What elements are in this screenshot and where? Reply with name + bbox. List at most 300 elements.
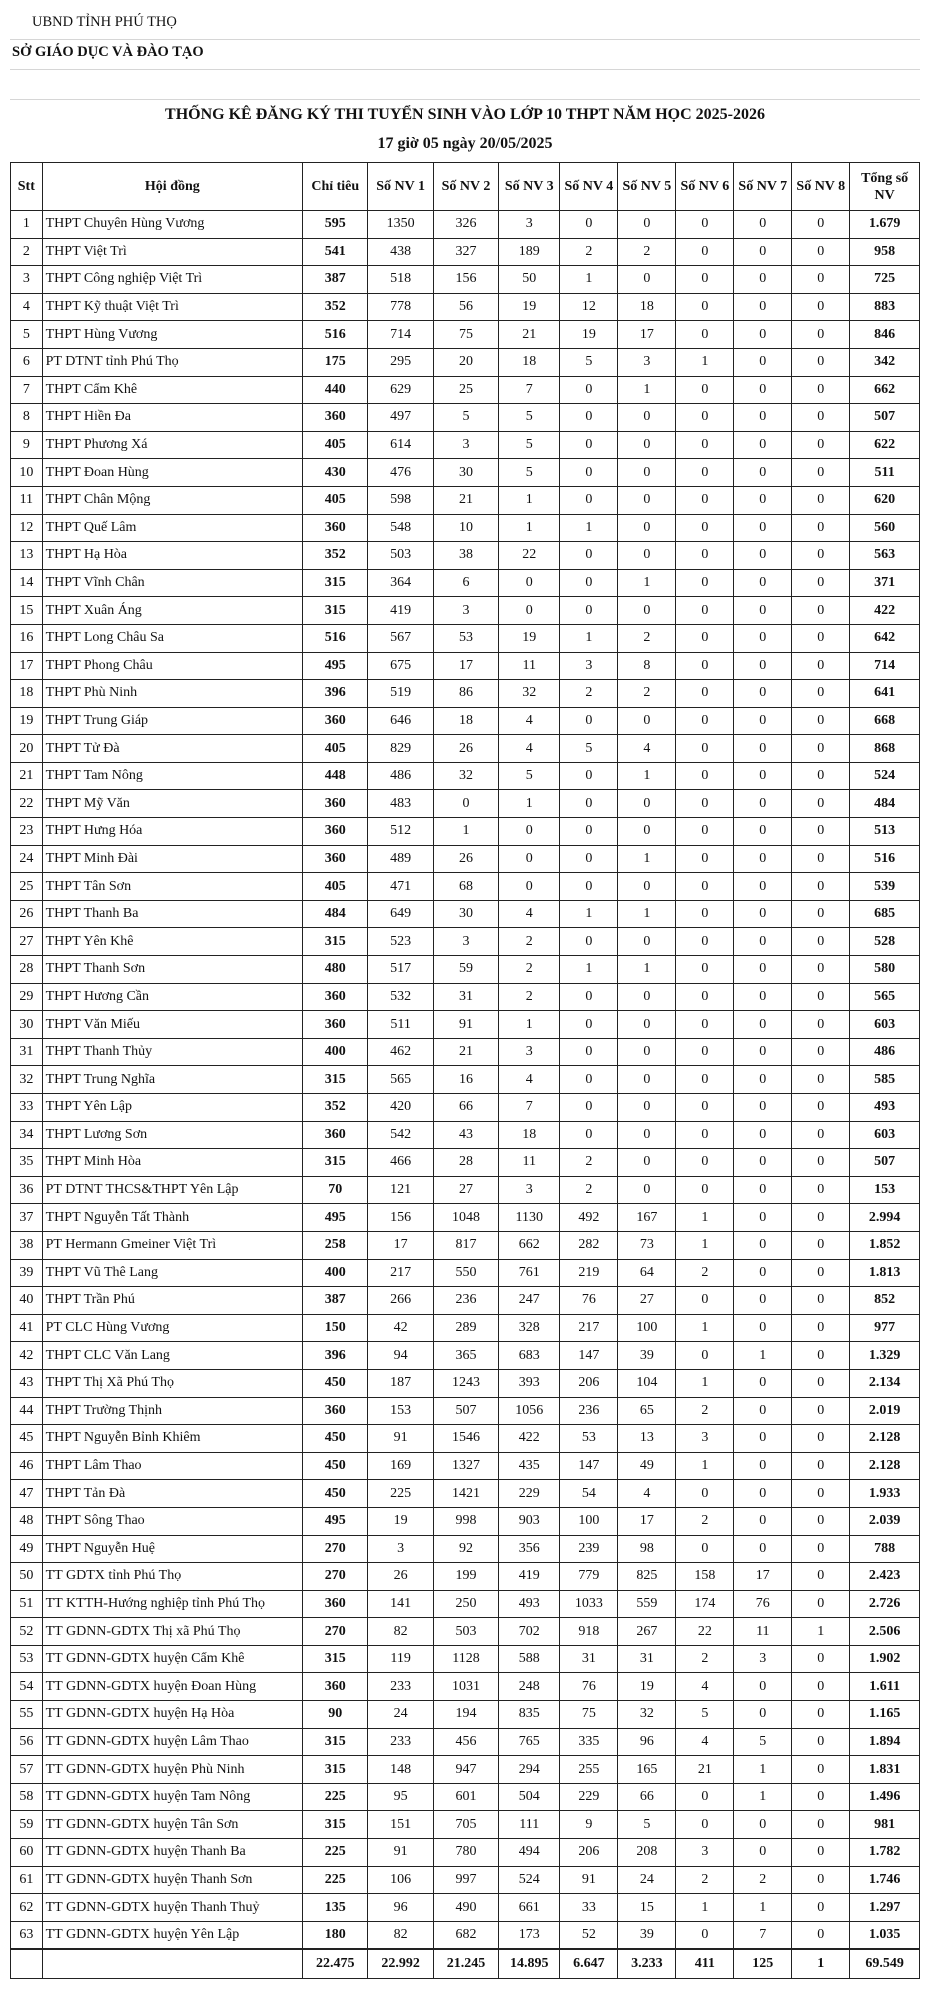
value-cell: 0 [676, 873, 734, 901]
row-number-cell: 12 [11, 514, 43, 542]
value-cell: 0 [618, 818, 676, 846]
value-cell: 490 [433, 1894, 498, 1922]
total-cell [42, 1949, 302, 1979]
value-cell: 233 [368, 1728, 433, 1756]
value-cell: 998 [433, 1507, 498, 1535]
council-name-cell: THPT Hiền Đa [42, 404, 302, 432]
council-name-cell: TT GDNN-GDTX huyện Thanh Ba [42, 1839, 302, 1867]
value-cell: 2.019 [850, 1397, 920, 1425]
value-cell: 0 [792, 1756, 850, 1784]
spreadsheet [10, 10, 920, 1972]
value-cell: 17 [734, 1563, 792, 1591]
value-cell: 835 [499, 1701, 560, 1729]
value-cell: 165 [618, 1756, 676, 1784]
value-cell: 0 [676, 1287, 734, 1315]
value-cell: 173 [499, 1921, 560, 1949]
value-cell: 489 [368, 845, 433, 873]
value-cell: 1 [618, 845, 676, 873]
value-cell: 0 [734, 1038, 792, 1066]
value-cell: 1.831 [850, 1756, 920, 1784]
value-cell: 422 [850, 597, 920, 625]
value-cell: 76 [560, 1673, 618, 1701]
value-cell: 1 [676, 1369, 734, 1397]
value-cell: 1 [734, 1783, 792, 1811]
value-cell: 550 [433, 1259, 498, 1287]
value-cell: 32 [618, 1701, 676, 1729]
value-cell: 0 [499, 845, 560, 873]
value-cell: 1 [618, 956, 676, 984]
value-cell: 516 [850, 845, 920, 873]
value-cell: 0 [676, 1176, 734, 1204]
table-row [11, 1894, 920, 1922]
value-cell: 8 [618, 652, 676, 680]
header-org-row-2 [10, 40, 920, 70]
value-cell: 595 [303, 211, 368, 239]
value-cell: 90 [303, 1701, 368, 1729]
value-cell: 705 [433, 1811, 498, 1839]
value-cell: 1.746 [850, 1866, 920, 1894]
value-cell: 315 [303, 1728, 368, 1756]
value-cell: 0 [734, 542, 792, 570]
table-row [11, 459, 920, 487]
value-cell: 26 [433, 735, 498, 763]
value-cell: 0 [734, 486, 792, 514]
value-cell: 503 [433, 1618, 498, 1646]
value-cell: 3 [433, 597, 498, 625]
row-number-cell: 8 [11, 404, 43, 432]
value-cell: 32 [499, 680, 560, 708]
value-cell: 0 [676, 790, 734, 818]
row-number-cell: 56 [11, 1728, 43, 1756]
value-cell: 918 [560, 1618, 618, 1646]
value-cell: 266 [368, 1287, 433, 1315]
value-cell: 541 [303, 238, 368, 266]
value-cell: 868 [850, 735, 920, 763]
report-title: THỐNG KÊ ĐĂNG KÝ THI TUYỂN SINH VÀO LỚP 10 THPT NĂM HỌC 2025-2026 [165, 106, 765, 123]
value-cell: 28 [433, 1149, 498, 1177]
value-cell: 21 [676, 1756, 734, 1784]
value-cell: 0 [792, 1121, 850, 1149]
value-cell: 450 [303, 1425, 368, 1453]
value-cell: 484 [303, 900, 368, 928]
council-name-cell: THPT Lâm Thao [42, 1452, 302, 1480]
value-cell: 419 [499, 1563, 560, 1591]
value-cell: 560 [850, 514, 920, 542]
value-cell: 282 [560, 1231, 618, 1259]
table-row [11, 1094, 920, 1122]
table-row [11, 376, 920, 404]
value-cell: 208 [618, 1839, 676, 1867]
value-cell: 2.423 [850, 1563, 920, 1591]
council-name-cell: THPT Trung Giáp [42, 707, 302, 735]
value-cell: 0 [676, 624, 734, 652]
value-cell: 360 [303, 707, 368, 735]
value-cell: 15 [618, 1894, 676, 1922]
table-row [11, 266, 920, 294]
value-cell: 315 [303, 1645, 368, 1673]
value-cell: 56 [433, 293, 498, 321]
value-cell: 0 [734, 1094, 792, 1122]
row-number-cell: 40 [11, 1287, 43, 1315]
value-cell: 486 [850, 1038, 920, 1066]
table-row [11, 514, 920, 542]
value-cell: 0 [676, 1011, 734, 1039]
value-cell: 0 [792, 459, 850, 487]
total-cell: 1 [792, 1949, 850, 1979]
value-cell: 233 [368, 1673, 433, 1701]
value-cell: 0 [734, 680, 792, 708]
value-cell: 524 [499, 1866, 560, 1894]
value-cell: 588 [499, 1645, 560, 1673]
value-cell: 4 [618, 735, 676, 763]
value-cell: 371 [850, 569, 920, 597]
value-cell: 598 [368, 486, 433, 514]
value-cell: 0 [792, 956, 850, 984]
row-number-cell: 46 [11, 1452, 43, 1480]
value-cell: 13 [618, 1425, 676, 1453]
table-row [11, 1756, 920, 1784]
value-cell: 1 [618, 762, 676, 790]
value-cell: 219 [560, 1259, 618, 1287]
value-cell: 0 [618, 459, 676, 487]
value-cell: 0 [792, 1701, 850, 1729]
value-cell: 0 [792, 376, 850, 404]
value-cell: 780 [433, 1839, 498, 1867]
value-cell: 1048 [433, 1204, 498, 1232]
council-name-cell: THPT Thanh Ba [42, 900, 302, 928]
value-cell: 6 [433, 569, 498, 597]
value-cell: 342 [850, 348, 920, 376]
value-cell: 294 [499, 1756, 560, 1784]
value-cell: 400 [303, 1038, 368, 1066]
council-name-cell: THPT Phong Châu [42, 652, 302, 680]
value-cell: 0 [676, 404, 734, 432]
value-cell: 0 [792, 1894, 850, 1922]
value-cell: 98 [618, 1535, 676, 1563]
value-cell: 250 [433, 1590, 498, 1618]
value-cell: 360 [303, 1397, 368, 1425]
total-cell [11, 1949, 43, 1979]
value-cell: 2.506 [850, 1618, 920, 1646]
value-cell: 1 [676, 1452, 734, 1480]
value-cell: 0 [560, 983, 618, 1011]
column-header: Stt [11, 163, 43, 211]
council-name-cell: THPT Chân Mộng [42, 486, 302, 514]
council-name-cell: THPT Tam Nông [42, 762, 302, 790]
value-cell: 0 [618, 514, 676, 542]
value-cell: 661 [499, 1894, 560, 1922]
totals-row [11, 1949, 920, 1979]
value-cell: 70 [303, 1176, 368, 1204]
value-cell: 0 [734, 1701, 792, 1729]
table-row [11, 1176, 920, 1204]
value-cell: 0 [618, 1038, 676, 1066]
value-cell: 714 [368, 321, 433, 349]
value-cell: 646 [368, 707, 433, 735]
value-cell: 86 [433, 680, 498, 708]
value-cell: 507 [433, 1397, 498, 1425]
value-cell: 603 [850, 1121, 920, 1149]
value-cell: 76 [734, 1590, 792, 1618]
value-cell: 32 [433, 762, 498, 790]
table-row [11, 569, 920, 597]
value-cell: 135 [303, 1894, 368, 1922]
value-cell: 430 [303, 459, 368, 487]
value-cell: 2.134 [850, 1369, 920, 1397]
value-cell: 563 [850, 542, 920, 570]
value-cell: 702 [499, 1618, 560, 1646]
value-cell: 24 [618, 1866, 676, 1894]
value-cell: 0 [792, 1397, 850, 1425]
value-cell: 65 [618, 1397, 676, 1425]
value-cell: 1 [676, 1894, 734, 1922]
table-row [11, 238, 920, 266]
value-cell: 0 [734, 1811, 792, 1839]
value-cell: 75 [560, 1701, 618, 1729]
value-cell: 0 [792, 1728, 850, 1756]
value-cell: 17 [618, 1507, 676, 1535]
value-cell: 66 [618, 1783, 676, 1811]
value-cell: 0 [618, 486, 676, 514]
value-cell: 0 [676, 762, 734, 790]
value-cell: 2 [734, 1866, 792, 1894]
council-name-cell: THPT Lương Sơn [42, 1121, 302, 1149]
row-number-cell: 28 [11, 956, 43, 984]
council-name-cell: TT GDNN-GDTX huyện Cẩm Khê [42, 1645, 302, 1673]
council-name-cell: THPT Tử Đà [42, 735, 302, 763]
value-cell: 0 [560, 1011, 618, 1039]
table-row [11, 1480, 920, 1508]
value-cell: 0 [560, 431, 618, 459]
value-cell: 255 [560, 1756, 618, 1784]
value-cell: 511 [368, 1011, 433, 1039]
value-cell: 189 [499, 238, 560, 266]
value-cell: 0 [676, 1121, 734, 1149]
council-name-cell: TT KTTH-Hướng nghiệp tỉnh Phú Thọ [42, 1590, 302, 1618]
table-row [11, 762, 920, 790]
value-cell: 94 [368, 1342, 433, 1370]
value-cell: 18 [499, 348, 560, 376]
council-name-cell: THPT Hương Cần [42, 983, 302, 1011]
value-cell: 0 [734, 1480, 792, 1508]
value-cell: 0 [792, 1094, 850, 1122]
value-cell: 3 [433, 431, 498, 459]
value-cell: 0 [792, 1176, 850, 1204]
value-cell: 2 [676, 1645, 734, 1673]
value-cell: 148 [368, 1756, 433, 1784]
column-header: Chỉ tiêu [303, 163, 368, 211]
table-row [11, 1701, 920, 1729]
value-cell: 396 [303, 680, 368, 708]
value-cell: 0 [792, 321, 850, 349]
value-cell: 0 [792, 818, 850, 846]
total-cell: 21.245 [433, 1949, 498, 1979]
row-number-cell: 43 [11, 1369, 43, 1397]
value-cell: 0 [734, 1839, 792, 1867]
column-header: Số NV 7 [734, 163, 792, 211]
value-cell: 289 [433, 1314, 498, 1342]
value-cell: 352 [303, 1094, 368, 1122]
value-cell: 523 [368, 928, 433, 956]
value-cell: 393 [499, 1369, 560, 1397]
value-cell: 0 [618, 1011, 676, 1039]
value-cell: 0 [676, 735, 734, 763]
value-cell: 3 [618, 348, 676, 376]
council-name-cell: THPT Công nghiệp Việt Trì [42, 266, 302, 294]
value-cell: 435 [499, 1452, 560, 1480]
value-cell: 225 [368, 1480, 433, 1508]
value-cell: 0 [792, 1287, 850, 1315]
row-number-cell: 36 [11, 1176, 43, 1204]
value-cell: 622 [850, 431, 920, 459]
value-cell: 82 [368, 1618, 433, 1646]
value-cell: 779 [560, 1563, 618, 1591]
council-name-cell: THPT Nguyễn Tất Thành [42, 1204, 302, 1232]
council-name-cell: THPT Tân Sơn [42, 873, 302, 901]
value-cell: 147 [560, 1342, 618, 1370]
value-cell: 603 [850, 1011, 920, 1039]
row-number-cell: 45 [11, 1425, 43, 1453]
value-cell: 1.611 [850, 1673, 920, 1701]
value-cell: 0 [792, 1783, 850, 1811]
value-cell: 0 [676, 514, 734, 542]
council-name-cell: THPT Việt Trì [42, 238, 302, 266]
row-number-cell: 51 [11, 1590, 43, 1618]
value-cell: 387 [303, 266, 368, 294]
value-cell: 0 [734, 238, 792, 266]
row-number-cell: 54 [11, 1673, 43, 1701]
value-cell: 0 [792, 1921, 850, 1949]
value-cell: 147 [560, 1452, 618, 1480]
value-cell: 0 [676, 542, 734, 570]
value-cell: 0 [792, 1507, 850, 1535]
value-cell: 450 [303, 1452, 368, 1480]
value-cell: 360 [303, 1590, 368, 1618]
value-cell: 0 [792, 431, 850, 459]
value-cell: 0 [676, 680, 734, 708]
value-cell: 2 [560, 1176, 618, 1204]
value-cell: 169 [368, 1452, 433, 1480]
council-name-cell: PT DTNT THCS&THPT Yên Lập [42, 1176, 302, 1204]
value-cell: 1.933 [850, 1480, 920, 1508]
value-cell: 5 [560, 735, 618, 763]
row-number-cell: 55 [11, 1701, 43, 1729]
value-cell: 236 [433, 1287, 498, 1315]
row-number-cell: 19 [11, 707, 43, 735]
row-number-cell: 26 [11, 900, 43, 928]
value-cell: 9 [560, 1811, 618, 1839]
value-cell: 817 [433, 1231, 498, 1259]
value-cell: 396 [303, 1342, 368, 1370]
row-number-cell: 4 [11, 293, 43, 321]
value-cell: 175 [303, 348, 368, 376]
value-cell: 1 [676, 1204, 734, 1232]
value-cell: 18 [433, 707, 498, 735]
value-cell: 0 [560, 873, 618, 901]
value-cell: 315 [303, 569, 368, 597]
report-timestamp: 17 giờ 05 ngày 20/05/2025 [377, 135, 553, 152]
council-name-cell: TT GDNN-GDTX huyện Thanh Sơn [42, 1866, 302, 1894]
value-cell: 26 [433, 845, 498, 873]
table-row [11, 1397, 920, 1425]
value-cell: 17 [618, 321, 676, 349]
council-name-cell: TT GDNN-GDTX huyện Lâm Thao [42, 1728, 302, 1756]
table-row [11, 680, 920, 708]
council-name-cell: PT CLC Hùng Vương [42, 1314, 302, 1342]
value-cell: 495 [303, 1507, 368, 1535]
value-cell: 1 [618, 569, 676, 597]
value-cell: 0 [676, 1038, 734, 1066]
value-cell: 217 [368, 1259, 433, 1287]
value-cell: 4 [499, 900, 560, 928]
value-cell: 0 [618, 597, 676, 625]
value-cell: 662 [499, 1231, 560, 1259]
table-row [11, 211, 920, 239]
value-cell: 422 [499, 1425, 560, 1453]
value-cell: 119 [368, 1645, 433, 1673]
value-cell: 997 [433, 1866, 498, 1894]
value-cell: 0 [676, 238, 734, 266]
value-cell: 352 [303, 542, 368, 570]
table-row [11, 790, 920, 818]
value-cell: 206 [560, 1369, 618, 1397]
value-cell: 121 [368, 1176, 433, 1204]
value-cell: 206 [560, 1839, 618, 1867]
row-number-cell: 35 [11, 1149, 43, 1177]
value-cell: 503 [368, 542, 433, 570]
value-cell: 0 [734, 597, 792, 625]
value-cell: 16 [433, 1066, 498, 1094]
value-cell: 0 [734, 983, 792, 1011]
value-cell: 82 [368, 1921, 433, 1949]
row-number-cell: 15 [11, 597, 43, 625]
value-cell: 0 [734, 818, 792, 846]
value-cell: 1243 [433, 1369, 498, 1397]
value-cell: 11 [734, 1618, 792, 1646]
value-cell: 49 [618, 1452, 676, 1480]
value-cell: 517 [368, 956, 433, 984]
table-row [11, 1231, 920, 1259]
council-name-cell: THPT Hùng Vương [42, 321, 302, 349]
value-cell: 0 [618, 542, 676, 570]
value-cell: 0 [792, 1452, 850, 1480]
value-cell: 0 [792, 1563, 850, 1591]
council-name-cell: THPT Hưng Hóa [42, 818, 302, 846]
value-cell: 0 [734, 956, 792, 984]
value-cell: 0 [676, 266, 734, 294]
value-cell: 92 [433, 1535, 498, 1563]
value-cell: 360 [303, 1011, 368, 1039]
row-number-cell: 21 [11, 762, 43, 790]
value-cell: 2 [560, 238, 618, 266]
value-cell: 38 [433, 542, 498, 570]
council-name-cell: TT GDNN-GDTX huyện Hạ Hòa [42, 1701, 302, 1729]
table-row [11, 1866, 920, 1894]
value-cell: 580 [850, 956, 920, 984]
row-number-cell: 34 [11, 1121, 43, 1149]
value-cell: 2 [676, 1507, 734, 1535]
value-cell: 1130 [499, 1204, 560, 1232]
value-cell: 0 [792, 1811, 850, 1839]
value-cell: 0 [676, 900, 734, 928]
table-row [11, 873, 920, 901]
row-number-cell: 47 [11, 1480, 43, 1508]
value-cell: 315 [303, 1066, 368, 1094]
row-number-cell: 42 [11, 1342, 43, 1370]
value-cell: 0 [734, 1425, 792, 1453]
value-cell: 0 [734, 1176, 792, 1204]
value-cell: 315 [303, 928, 368, 956]
